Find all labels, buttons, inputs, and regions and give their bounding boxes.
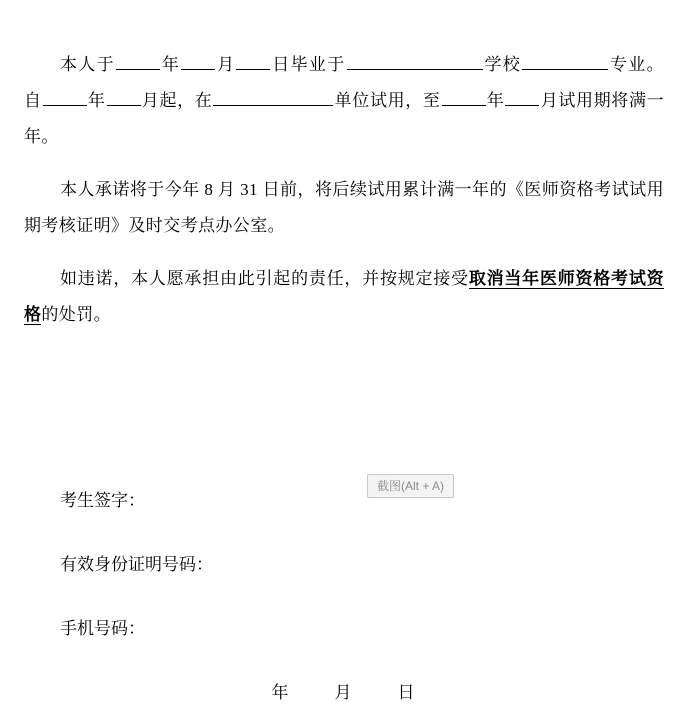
p1-seg5: 学校 <box>483 55 522 74</box>
paragraph-graduation-info <box>24 47 664 155</box>
signature-block <box>24 483 664 711</box>
p1-seg8: 年 <box>87 91 106 110</box>
screenshot-tooltip[interactable]: 截图(Alt + A) <box>367 474 454 498</box>
paragraph-penalty <box>24 261 664 333</box>
blank-graduation-year[interactable] <box>116 51 160 70</box>
blank-school-name[interactable] <box>347 51 483 70</box>
date-year-label: 年 <box>271 683 291 702</box>
blank-major-tail[interactable] <box>522 51 608 70</box>
blank-start-month[interactable] <box>107 87 141 106</box>
penalty-emphasis: 取消当年医师资格考试资格 <box>24 269 664 324</box>
p1-seg2: 年 <box>160 55 181 74</box>
id-number-label: 有效身份证明号码： <box>60 555 213 574</box>
p1-seg3: 月 <box>216 55 236 74</box>
p1-seg7: 专业。自 <box>24 55 664 110</box>
p1-seg11: 年 <box>486 91 505 110</box>
candidate-signature-label: 考生签字： <box>60 491 145 510</box>
date-day-label: 日 <box>397 683 417 702</box>
blank-start-year[interactable] <box>43 87 87 106</box>
blank-end-year[interactable] <box>442 87 486 106</box>
p1-seg13: 试用期将满一年。 <box>24 91 664 146</box>
penalty-lead: 如违诺，本人愿承担由此引起的责任，并按规定接受 <box>60 269 469 288</box>
blank-end-month[interactable] <box>505 87 539 106</box>
penalty-tail: 的处罚。 <box>41 305 112 324</box>
paragraph-commitment: 本人承诺将于今年 8 月 31 日前，将后续试用累计满一年的《医师资格考试试用期考核证明》及时交考点办公室。 <box>24 180 664 235</box>
date-line <box>24 675 664 711</box>
p1-seg4: 日毕业于 <box>271 55 346 74</box>
blank-graduation-month[interactable] <box>181 51 215 70</box>
phone-number-label: 手机号码： <box>60 619 145 638</box>
blank-work-unit[interactable] <box>213 87 333 106</box>
p1-seg12: 月 <box>540 91 559 110</box>
date-month-label: 月 <box>334 683 354 702</box>
p1-seg10: 单位试用，至 <box>334 91 441 110</box>
p1-seg9: 月起，在 <box>141 91 213 110</box>
blank-graduation-day[interactable] <box>236 51 270 70</box>
p1-seg1: 本人于 <box>60 55 115 74</box>
